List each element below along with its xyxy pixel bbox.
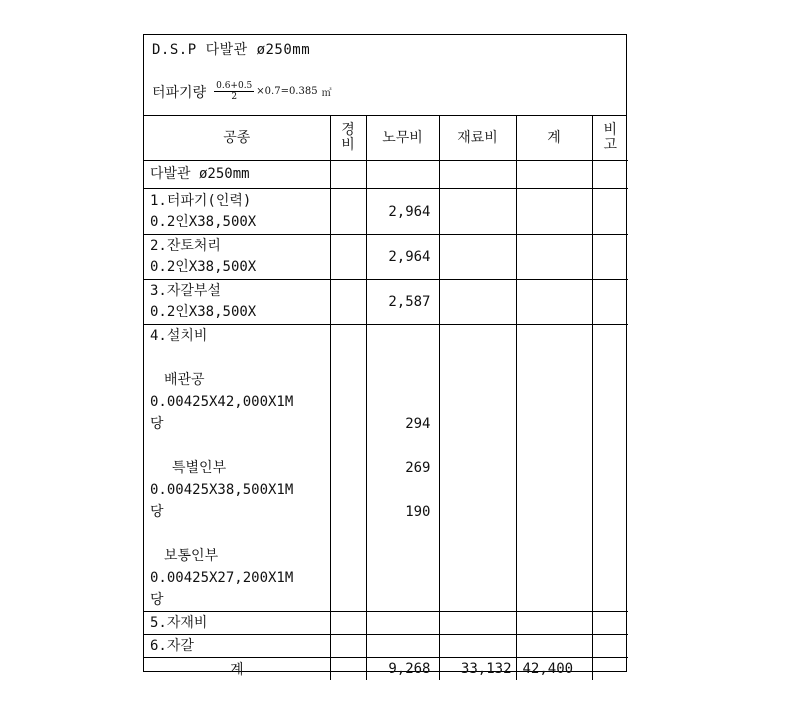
totals-labor: 9,268 — [366, 658, 439, 680]
formula-unit: ㎥ — [321, 88, 332, 99]
totals-label: 계 — [144, 658, 330, 680]
col-header-total: 계 — [516, 116, 592, 161]
section-title-cell: 다발관 ø250mm — [144, 161, 330, 189]
item-gravel-laying: 3.자갈부설 0.2인X38,500X — [144, 280, 330, 325]
totals-material: 33,132 — [439, 658, 516, 680]
item-excavation: 1.터파기(인력) 0.2인X38,500X — [144, 189, 330, 235]
document-header — [144, 35, 626, 116]
document-title: D.S.P 다발관 ø250mm — [152, 42, 311, 58]
formula-label: 터파기량 — [152, 84, 207, 101]
formula-fraction — [214, 81, 254, 102]
col-header-note: 비 고 — [592, 116, 628, 161]
col-header-material: 재료비 — [439, 116, 516, 161]
excavation-formula — [152, 81, 332, 102]
table-row — [144, 161, 628, 189]
formula-denominator: 2 — [231, 92, 238, 102]
table-row — [144, 635, 628, 658]
table-row — [144, 325, 628, 612]
labor-gravel-laying: 2,587 — [366, 280, 439, 325]
formula-rest: ×0.7=0.385 — [256, 86, 318, 97]
cost-table — [144, 116, 628, 680]
formula-numerator: 0.6+0.5 — [216, 81, 253, 91]
col-header-expense: 경 비 — [330, 116, 366, 161]
labor-installation: 294 269 190 — [366, 325, 439, 612]
col-header-labor: 노무비 — [366, 116, 439, 161]
labor-excavation: 2,964 — [366, 189, 439, 235]
labor-soil-disposal: 2,964 — [366, 235, 439, 280]
item-gravel: 6.자갈 — [144, 635, 330, 658]
table-row — [144, 235, 628, 280]
table-row — [144, 189, 628, 235]
item-materials: 5.자재비 — [144, 612, 330, 635]
cost-breakdown-document — [143, 34, 627, 678]
totals-row — [144, 658, 628, 680]
table-row — [144, 280, 628, 325]
item-soil-disposal: 2.잔토처리 0.2인X38,500X — [144, 235, 330, 280]
item-installation: 4.설치비 배관공 0.00425X42,000X1M 당 특별인부 0.00425X38,500X1M 당 보통인부 0.00425X27,200X1M 당 — [144, 325, 330, 612]
table-header-row — [144, 116, 628, 161]
table-row — [144, 612, 628, 635]
col-header-work: 공종 — [144, 116, 330, 161]
totals-grand: 42,400 — [516, 658, 592, 680]
